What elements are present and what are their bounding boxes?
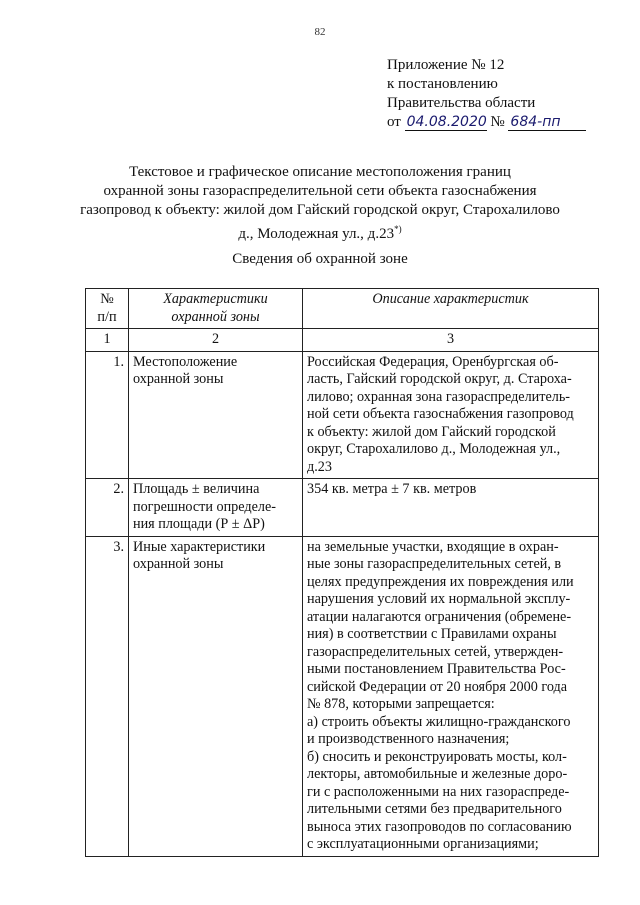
index-cell-2: 2 [129, 329, 303, 352]
appendix-line-2: к постановлению [387, 76, 498, 92]
description-line: б) сносить и реконструировать мосты, кол- [307, 748, 567, 765]
description-line: к объекту: жилой дом Гайский городской [307, 423, 556, 440]
description-line: лительными сетями без предварительного [307, 801, 562, 817]
characteristic-line: охранной зоны [133, 556, 224, 572]
appendix-line-3: Правительства области [387, 95, 536, 111]
page-number: 82 [314, 26, 326, 38]
row-description [303, 536, 599, 856]
characteristic-line: Местоположение [133, 353, 238, 370]
description-line: Российская Федерация, Оренбургская об- [307, 353, 559, 370]
header-description [303, 289, 599, 329]
header-characteristics-line-2: охранной зоны [171, 308, 260, 325]
title-line-1: Текстовое и графическое описание местоположения границ [129, 164, 511, 180]
handwritten-date: 04.08.2020 [406, 114, 487, 130]
index-cell-1: 1 [86, 329, 129, 352]
row-characteristic [129, 536, 303, 856]
description-line: лекторы, автомобильные и железные доро- [307, 766, 568, 782]
table-row [86, 536, 599, 856]
description-line: 354 кв. метра ± 7 кв. метров [307, 481, 477, 497]
description-line: № 878, которыми запрещается: [307, 696, 495, 712]
header-number [86, 289, 129, 329]
characteristic-line: погрешности определе- [133, 498, 277, 515]
description-line: д.23 [307, 458, 332, 475]
table-row [86, 479, 599, 537]
title-line-4-text: д., Молодежная ул., д.23 [238, 226, 395, 242]
title-line-4 [40, 220, 600, 244]
description-line: атации налагаются ограничения (обремене- [307, 608, 572, 625]
characteristic-line: ния площади (Р ± ΔР) [133, 516, 265, 532]
description-line: и производственного назначения; [307, 731, 510, 747]
description-line: а) строить объекты жилищно-гражданского [307, 713, 571, 730]
description-line: ния) в соответствии с Правилами охраны [307, 626, 557, 642]
characteristic-line: Иные характеристики [133, 538, 266, 555]
row-number: 2. [86, 479, 129, 537]
characteristic-line: Площадь ± величина [133, 481, 260, 497]
description-line: выноса этих газопроводов по согласованию [307, 818, 572, 835]
protection-zone-table [85, 288, 599, 857]
title-line-2: охранной зоны газораспределительной сети объекта газоснабжения [103, 183, 537, 199]
number-sign: № [490, 114, 505, 130]
header-number-line-2: п/п [97, 308, 117, 325]
title-line-3: газопровод к объекту: жилой дом Гайский городской округ, Старохалилово [80, 202, 560, 218]
row-characteristic [129, 479, 303, 537]
appendix-date-line [387, 113, 586, 132]
table-index-row [86, 329, 599, 352]
description-line: целях предупреждения их повреждения или [307, 573, 574, 590]
row-description [303, 479, 599, 537]
table-row [86, 351, 599, 479]
description-line: округ, Старохалилово д., Молодежная ул., [307, 441, 561, 457]
header-characteristics [129, 289, 303, 329]
description-line: с эксплуатационными организациями; [307, 836, 539, 852]
appendix-line-1: Приложение № 12 [387, 57, 505, 73]
header-description-text: Описание характеристик [372, 291, 529, 307]
characteristic-line: охранной зоны [133, 371, 224, 387]
index-cell-3: 3 [303, 329, 599, 352]
description-line: газораспределительных сетей, утвержден- [307, 643, 564, 660]
description-line: лилово; охранная зона газораспределитель- [307, 388, 571, 405]
row-number: 3. [86, 536, 129, 856]
description-line: ной сети объекта газоснабжения газопровод [307, 406, 574, 422]
description-line: нарушения условий их нормальной эксплу- [307, 591, 571, 607]
row-characteristic [129, 351, 303, 479]
header-characteristics-line-1: Характеристики [163, 291, 268, 307]
header-number-line-1: № [100, 291, 114, 307]
document-title [40, 163, 600, 244]
row-description [303, 351, 599, 479]
description-line: ные зоны газораспределительных сетей, в [307, 556, 562, 572]
description-line: сийской Федерации от 20 ноября 2000 года [307, 678, 568, 695]
section-title: Сведения об охранной зоне [232, 251, 408, 267]
date-prefix: от [387, 114, 401, 130]
appendix-block [387, 56, 586, 132]
table-header-row [86, 289, 599, 329]
footnote-mark: *) [394, 224, 402, 234]
description-line: ги с расположенными на них газораспреде- [307, 783, 570, 800]
description-line: ными постановлением Правительства Рос- [307, 661, 566, 677]
row-number: 1. [86, 351, 129, 479]
description-line: ласть, Гайский городской округ, д. Староха- [307, 371, 572, 387]
handwritten-number: 684-пп [508, 115, 586, 131]
description-line: на земельные участки, входящие в охран- [307, 538, 559, 555]
